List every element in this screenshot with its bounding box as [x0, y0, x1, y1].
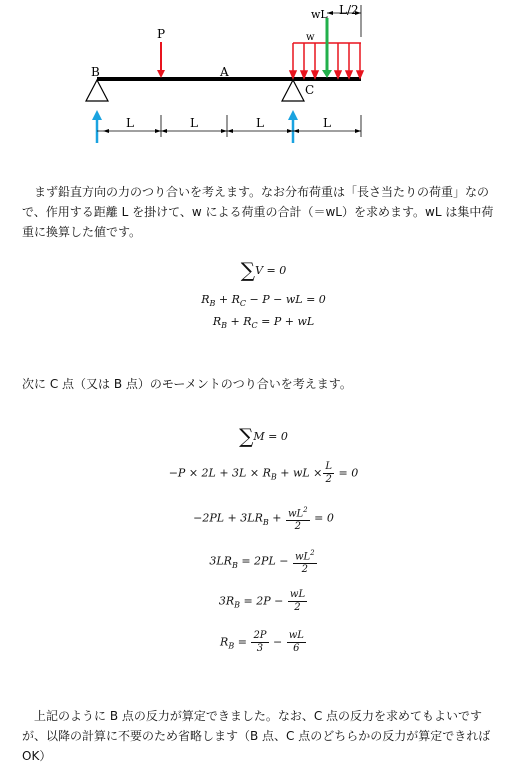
label-w: w — [306, 32, 315, 43]
label-dim-3: L — [256, 116, 264, 130]
label-dim-2: L — [190, 116, 198, 130]
paragraph-vertical-balance: まず鉛直方向の力のつり合いを考えます。なお分布荷重は「長さ当たりの荷重」なので、作用する距離 L を掛けて、w による荷重の合計（＝wL）を求めます。wL は集中荷重に換算した値です。 — [22, 185, 494, 239]
reaction-rc-arrowhead — [288, 110, 298, 120]
label-b: B — [91, 65, 100, 79]
span-dimensions — [97, 115, 361, 137]
label-c: C — [305, 83, 315, 97]
label-wl: wL — [311, 8, 328, 21]
resultant-wl-arrowhead — [322, 70, 332, 78]
beam-diagram — [0, 0, 527, 160]
support-c-triangle — [282, 80, 304, 101]
paragraph-moment-balance: 次に C 点（又は B 点）のモーメントのつり合いを考えます。 — [22, 377, 352, 391]
equation-moment-2: $-2PL + 3LR_B$ + $\frac{wL^2}{2}$ = 0 — [193, 506, 334, 533]
label-a: A — [220, 65, 229, 79]
equation-vertical-1: $R_B + R_C - P$ − wL = 0 — [201, 293, 326, 309]
equation-sum-v: ∑V = 0 — [240, 258, 287, 282]
support-b-triangle — [86, 80, 108, 101]
label-half-l: L/2 — [339, 3, 359, 17]
equation-moment-5: $R_B$ = $\frac{2P}{3}$ − $\frac{wL}{6}$ — [220, 630, 304, 654]
equation-moment-3: $3LR_B = 2PL$ − $\frac{wL^2}{2}$ — [209, 549, 315, 576]
label-dim-4: L — [323, 116, 331, 130]
reaction-rb-arrowhead — [92, 110, 102, 120]
equation-moment-1: $-P \times 2L + 3L \times R_B$ + wL × $\frac{L}{2}$ = 0 — [168, 461, 359, 485]
paragraph-conclusion: 上記のように B 点の反力が算定できました。なお、C 点の反力を求めてもよいですが、以降の計算に不要のため省略します（B 点、C 点のどちらかの反力が算定できれば OK） — [22, 709, 491, 763]
equation-sum-m: ∑M = 0 — [239, 424, 288, 448]
load-p-arrowhead — [157, 70, 165, 78]
equation-vertical-2: $R_B + R_C = P$ + wL — [212, 315, 315, 331]
label-p: P — [157, 27, 166, 41]
equation-moment-4: $3R_B = 2P$ − $\frac{wL}{2}$ — [218, 589, 306, 613]
label-dim-1: L — [126, 116, 134, 130]
